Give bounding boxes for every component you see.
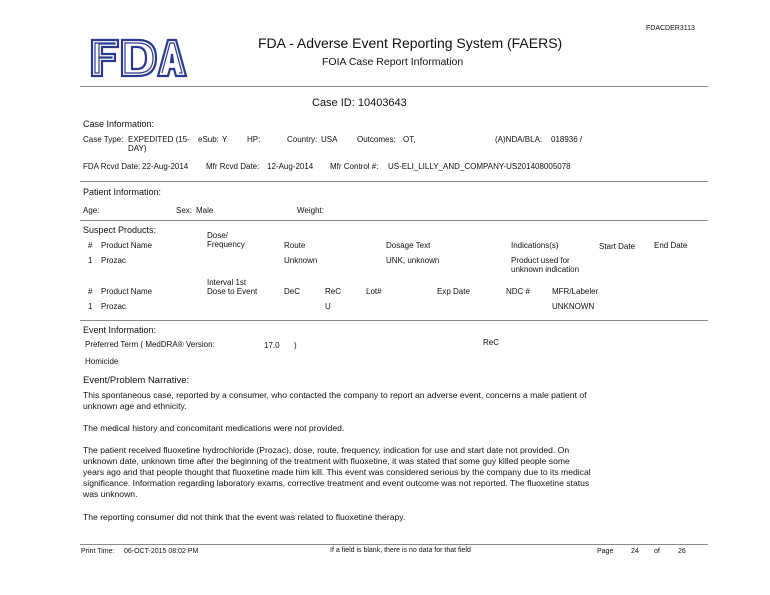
t1-row-indication-line1: Product used for xyxy=(511,256,570,265)
t2-header-rec: ReC xyxy=(325,287,342,296)
report-title: FDA - Adverse Event Reporting System (FAERS) xyxy=(258,35,563,51)
country-value: USA xyxy=(321,135,338,144)
case-type-label: Case Type: xyxy=(83,135,124,144)
fda-rcvd-label: FDA Rcvd Date: xyxy=(83,162,141,171)
page-of-label: of xyxy=(654,548,660,555)
case-type-value-line1: EXPEDITED (15- xyxy=(128,135,190,144)
page-number: 24 xyxy=(631,548,639,555)
rule-products xyxy=(80,320,708,321)
t1-header-product-name: Product Name xyxy=(101,241,153,250)
sex-value: Male xyxy=(196,206,214,215)
t2-row-num: 1 xyxy=(88,302,93,311)
narrative-paragraph-4: The reporting consumer did not think that the event was related to fluoxetine therapy. xyxy=(83,512,406,522)
fda-logo xyxy=(88,34,188,82)
mfr-control-value: US-ELI_LILLY_AND_COMPANY-US201408005078 xyxy=(388,162,571,171)
print-time-label: Print Time: xyxy=(81,548,115,555)
narrative-paragraph-1: This spontaneous case, reported by a consumer, who contacted the company to report an adverse event, concerns a male patient of unknown age and ethnicity. xyxy=(83,390,587,411)
preferred-term-close: ) xyxy=(294,341,297,350)
meddra-version: 17.0 xyxy=(264,341,280,350)
t2-header-dec: DeC xyxy=(284,287,301,296)
page-total: 26 xyxy=(678,548,686,555)
rule-case xyxy=(80,181,708,182)
t1-header-dose-line1: Dose/ xyxy=(207,231,228,240)
outcomes-value: OT, xyxy=(403,135,416,144)
age-label: Age: xyxy=(83,206,100,215)
preferred-term-label: Preferred Term ( MedDRA® Version: xyxy=(85,340,215,349)
report-subtitle: FOIA Case Report Information xyxy=(322,56,464,68)
t2-header-interval-line2: Dose to Event xyxy=(207,287,258,296)
t2-header-mfr: MFR/Labeler xyxy=(552,287,599,296)
blank-field-note: If a field is blank, there is no data for that field xyxy=(330,547,471,554)
t2-header-interval-line1: Interval 1st xyxy=(207,278,247,287)
suspect-products-heading: Suspect Products: xyxy=(83,225,157,235)
t1-row-dosage-text: UNK, unknown xyxy=(386,256,440,265)
weight-label: Weight: xyxy=(297,206,324,215)
event-info-heading: Event Information: xyxy=(83,325,157,335)
hp-label: HP: xyxy=(247,135,261,144)
t2-row-rec: U xyxy=(325,302,331,311)
nda-label: (A)NDA/BLA: xyxy=(495,135,543,144)
case-info-heading: Case Information: xyxy=(83,119,155,129)
t2-row-product-name: Prozac xyxy=(101,302,126,311)
mfr-rcvd-value: 12-Aug-2014 xyxy=(267,162,314,171)
rule-patient xyxy=(80,220,708,221)
t1-row-indication-line2: unknown indication xyxy=(511,265,580,274)
t1-header-route: Route xyxy=(284,241,306,250)
outcomes-label: Outcomes: xyxy=(357,135,396,144)
rule-footer xyxy=(80,544,708,545)
narrative-paragraph-2: The medical history and concomitant medications were not provided. xyxy=(83,423,345,433)
mfr-rcvd-label: Mfr Rcvd Date: xyxy=(206,162,260,171)
t1-row-product-name: Prozac xyxy=(101,256,126,265)
t1-header-start-date: Start Date xyxy=(599,242,636,251)
t2-header-product-name: Product Name xyxy=(101,287,153,296)
event-term: Homicide xyxy=(85,357,119,366)
mfr-control-label: Mfr Control #: xyxy=(330,162,379,171)
fda-logo-icon xyxy=(88,34,188,82)
rule-header xyxy=(80,86,708,87)
t1-header-dosage-text: Dosage Text xyxy=(386,241,431,250)
t1-row-route: Unknown xyxy=(284,256,318,265)
t2-row-mfr: UNKNOWN xyxy=(552,302,595,311)
esub-value: Y xyxy=(222,135,228,144)
doc-code: FDACDER3113 xyxy=(646,25,695,32)
esub-label: eSub: xyxy=(198,135,219,144)
t1-row-num: 1 xyxy=(88,256,93,265)
event-rec-label: ReC xyxy=(483,338,500,347)
case-id: Case ID: 10403643 xyxy=(312,97,407,109)
t1-header-indications: Indications(s) xyxy=(511,241,559,250)
country-label: Country: xyxy=(287,135,318,144)
t1-header-dose-line2: Frequency xyxy=(207,240,245,249)
t2-header-exp-date: Exp Date xyxy=(437,287,470,296)
fda-rcvd-value: 22-Aug-2014 xyxy=(142,162,189,171)
patient-info-heading: Patient Information: xyxy=(83,187,162,197)
nda-value: 018936 / xyxy=(551,135,583,144)
t1-header-end-date: End Date xyxy=(654,241,688,250)
t2-header-num: # xyxy=(88,287,93,296)
case-type-value-line2: DAY) xyxy=(128,144,147,153)
t1-header-num: # xyxy=(88,241,93,250)
t2-header-lot: Lot# xyxy=(366,287,382,296)
sex-label: Sex: xyxy=(176,206,193,215)
t2-header-ndc: NDC # xyxy=(506,287,531,296)
narrative-heading: Event/Problem Narrative: xyxy=(83,375,190,386)
narrative-paragraph-3: The patient received fluoxetine hydrochloride (Prozac), dose, route, frequency, indication for use and start date not provided. On unknown date, unknown time after the beginning of the treatment with fluoxetine, it was stated that some guy killed people some years ago and that people thought that fluoxetine made him kill. This event was considered serious by the company due to its medical significance. Information regarding laboratory exams, corrective treatment and event outcome was not reported. The fluoxetine status was unknown. xyxy=(83,445,591,499)
page-label: Page xyxy=(597,548,614,555)
print-time-value: 06-OCT-2015 08:02 PM xyxy=(124,548,199,555)
